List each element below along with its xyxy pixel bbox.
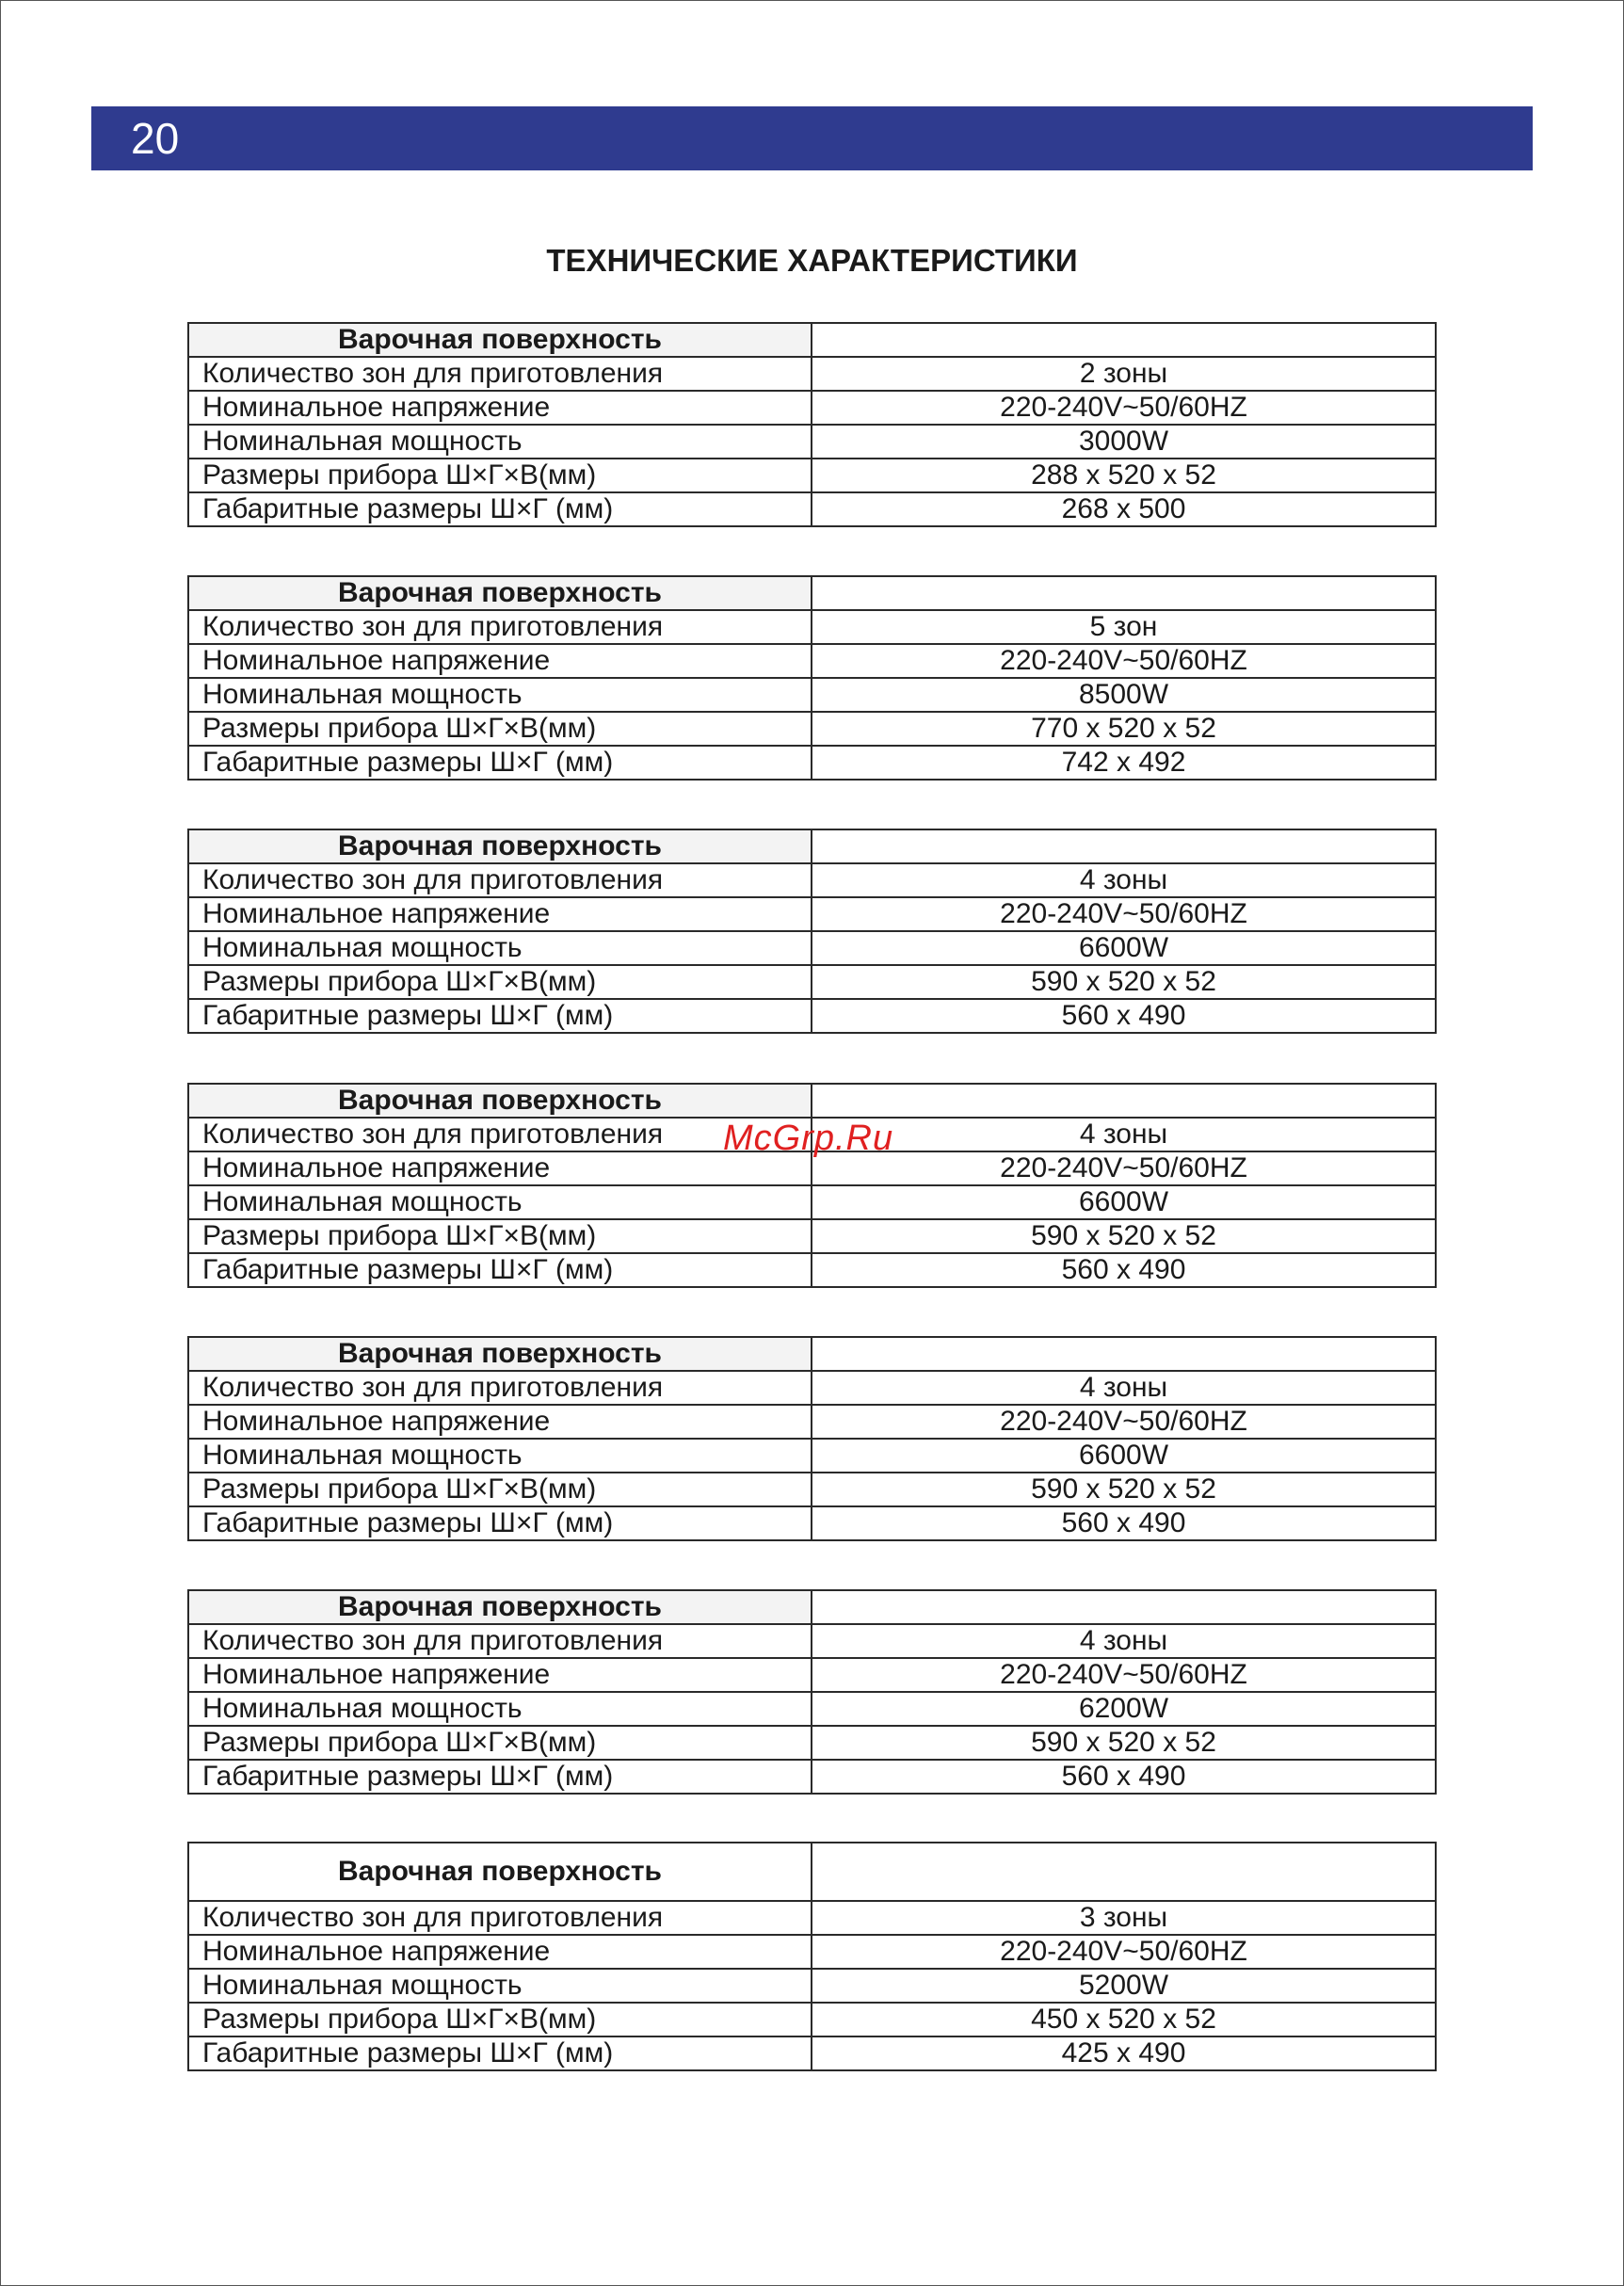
spec-label: Номинальная мощность	[188, 1692, 812, 1726]
table-row	[188, 391, 1436, 425]
table-row	[188, 1624, 1436, 1658]
spec-label: Номинальное напряжение	[188, 1658, 812, 1692]
spec-table-heading-blank	[812, 829, 1436, 863]
table-row	[188, 897, 1436, 931]
spec-label: Размеры прибора Ш×Г×В(мм)	[188, 1219, 812, 1253]
table-row	[188, 1969, 1436, 2003]
spec-value: 4 зоны	[812, 1371, 1436, 1405]
spec-value: 5 зон	[812, 610, 1436, 644]
spec-label: Размеры прибора Ш×Г×В(мм)	[188, 459, 812, 492]
spec-label: Номинальное напряжение	[188, 1151, 812, 1185]
table-row	[188, 1405, 1436, 1439]
page-number: 20	[131, 114, 180, 163]
spec-table-heading-row	[188, 1843, 1436, 1901]
table-row	[188, 357, 1436, 391]
table-row	[188, 644, 1436, 678]
spec-label: Размеры прибора Ш×Г×В(мм)	[188, 965, 812, 999]
table-row	[188, 1439, 1436, 1473]
spec-label: Габаритные размеры Ш×Г (мм)	[188, 492, 812, 526]
spec-table-heading-row	[188, 829, 1436, 863]
spec-table-3	[187, 829, 1437, 1034]
spec-value: 4 зоны	[812, 1118, 1436, 1151]
spec-value: 288 x 520 x 52	[812, 459, 1436, 492]
spec-label: Номинальное напряжение	[188, 1405, 812, 1439]
spec-label: Количество зон для приготовления	[188, 357, 812, 391]
table-row	[188, 746, 1436, 780]
spec-table-heading: Варочная поверхность	[188, 1843, 812, 1901]
spec-value: 268 x 500	[812, 492, 1436, 526]
spec-value: 8500W	[812, 678, 1436, 712]
spec-value: 3000W	[812, 425, 1436, 459]
table-row	[188, 1371, 1436, 1405]
spec-label: Номинальная мощность	[188, 1185, 812, 1219]
spec-table-2	[187, 575, 1437, 781]
table-row	[188, 1901, 1436, 1935]
table-row	[188, 931, 1436, 965]
spec-value: 425 x 490	[812, 2036, 1436, 2070]
spec-value: 220-240V~50/60HZ	[812, 1658, 1436, 1692]
spec-value: 6600W	[812, 1439, 1436, 1473]
spec-value: 220-240V~50/60HZ	[812, 897, 1436, 931]
table-row	[188, 1726, 1436, 1760]
spec-table-heading-row	[188, 1337, 1436, 1371]
spec-table-heading-row	[188, 1590, 1436, 1624]
spec-label: Размеры прибора Ш×Г×В(мм)	[188, 2003, 812, 2036]
spec-value: 5200W	[812, 1969, 1436, 2003]
spec-value: 6600W	[812, 931, 1436, 965]
spec-label: Количество зон для приготовления	[188, 610, 812, 644]
spec-label: Количество зон для приготовления	[188, 1624, 812, 1658]
spec-value: 450 x 520 x 52	[812, 2003, 1436, 2036]
table-row	[188, 1935, 1436, 1969]
spec-table-heading-blank	[812, 1337, 1436, 1371]
table-row	[188, 1658, 1436, 1692]
table-row	[188, 1219, 1436, 1253]
table-row	[188, 2036, 1436, 2070]
spec-value: 560 x 490	[812, 1506, 1436, 1540]
spec-table-4	[187, 1083, 1437, 1288]
spec-value: 220-240V~50/60HZ	[812, 391, 1436, 425]
spec-table-6	[187, 1589, 1437, 1795]
spec-value: 220-240V~50/60HZ	[812, 1151, 1436, 1185]
spec-label: Номинальное напряжение	[188, 391, 812, 425]
spec-table-heading: Варочная поверхность	[188, 323, 812, 357]
spec-value: 590 x 520 x 52	[812, 965, 1436, 999]
spec-table-heading-blank	[812, 1590, 1436, 1624]
table-row	[188, 712, 1436, 746]
spec-value: 220-240V~50/60HZ	[812, 1405, 1436, 1439]
spec-label: Размеры прибора Ш×Г×В(мм)	[188, 1726, 812, 1760]
spec-table-heading-blank	[812, 576, 1436, 610]
spec-table-heading-blank	[812, 1843, 1436, 1901]
spec-value: 590 x 520 x 52	[812, 1473, 1436, 1506]
table-row	[188, 459, 1436, 492]
table-row	[188, 863, 1436, 897]
spec-label: Номинальное напряжение	[188, 897, 812, 931]
spec-label: Номинальная мощность	[188, 425, 812, 459]
spec-label: Габаритные размеры Ш×Г (мм)	[188, 2036, 812, 2070]
spec-table-heading-blank	[812, 1084, 1436, 1118]
spec-table-heading: Варочная поверхность	[188, 1590, 812, 1624]
spec-label: Номинальное напряжение	[188, 644, 812, 678]
spec-value: 4 зоны	[812, 863, 1436, 897]
table-row	[188, 2003, 1436, 2036]
spec-label: Номинальная мощность	[188, 931, 812, 965]
spec-value: 590 x 520 x 52	[812, 1219, 1436, 1253]
spec-value: 770 x 520 x 52	[812, 712, 1436, 746]
spec-table-heading-row	[188, 1084, 1436, 1118]
spec-table-heading: Варочная поверхность	[188, 829, 812, 863]
table-row	[188, 610, 1436, 644]
table-row	[188, 1760, 1436, 1794]
spec-value: 560 x 490	[812, 1760, 1436, 1794]
table-row	[188, 1506, 1436, 1540]
spec-label: Габаритные размеры Ш×Г (мм)	[188, 746, 812, 780]
spec-label: Количество зон для приготовления	[188, 863, 812, 897]
spec-value: 220-240V~50/60HZ	[812, 644, 1436, 678]
spec-label: Размеры прибора Ш×Г×В(мм)	[188, 1473, 812, 1506]
spec-value: 4 зоны	[812, 1624, 1436, 1658]
spec-label: Номинальное напряжение	[188, 1935, 812, 1969]
spec-table-heading: Варочная поверхность	[188, 1084, 812, 1118]
spec-value: 742 x 492	[812, 746, 1436, 780]
spec-table-heading-blank	[812, 323, 1436, 357]
spec-label: Габаритные размеры Ш×Г (мм)	[188, 1760, 812, 1794]
spec-table-heading: Варочная поверхность	[188, 1337, 812, 1371]
table-row	[188, 425, 1436, 459]
spec-table-1	[187, 322, 1437, 527]
spec-label: Номинальная мощность	[188, 1439, 812, 1473]
spec-label: Габаритные размеры Ш×Г (мм)	[188, 1253, 812, 1287]
table-row	[188, 1692, 1436, 1726]
spec-value: 3 зоны	[812, 1901, 1436, 1935]
spec-table-heading-row	[188, 323, 1436, 357]
spec-value: 220-240V~50/60HZ	[812, 1935, 1436, 1969]
spec-label: Номинальная мощность	[188, 678, 812, 712]
spec-table-7	[187, 1842, 1437, 2071]
table-row	[188, 492, 1436, 526]
spec-value: 560 x 490	[812, 1253, 1436, 1287]
spec-table-heading-row	[188, 576, 1436, 610]
spec-label: Количество зон для приготовления	[188, 1371, 812, 1405]
table-row	[188, 1473, 1436, 1506]
table-row	[188, 965, 1436, 999]
table-row	[188, 1185, 1436, 1219]
spec-label: Номинальная мощность	[188, 1969, 812, 2003]
spec-label: Количество зон для приготовления	[188, 1118, 812, 1151]
spec-label: Габаритные размеры Ш×Г (мм)	[188, 1506, 812, 1540]
table-row	[188, 678, 1436, 712]
spec-table-5	[187, 1336, 1437, 1541]
watermark: McGrp.Ru	[723, 1119, 894, 1158]
spec-value: 6600W	[812, 1185, 1436, 1219]
page-title: ТЕХНИЧЕСКИЕ ХАРАКТЕРИСТИКИ	[546, 243, 1078, 278]
spec-value: 590 x 520 x 52	[812, 1726, 1436, 1760]
spec-value: 6200W	[812, 1692, 1436, 1726]
spec-value: 2 зоны	[812, 357, 1436, 391]
header-bar	[91, 106, 1533, 170]
spec-label: Количество зон для приготовления	[188, 1901, 812, 1935]
table-row	[188, 999, 1436, 1033]
table-row	[188, 1253, 1436, 1287]
spec-label: Габаритные размеры Ш×Г (мм)	[188, 999, 812, 1033]
spec-table-heading: Варочная поверхность	[188, 576, 812, 610]
spec-value: 560 x 490	[812, 999, 1436, 1033]
spec-label: Размеры прибора Ш×Г×В(мм)	[188, 712, 812, 746]
